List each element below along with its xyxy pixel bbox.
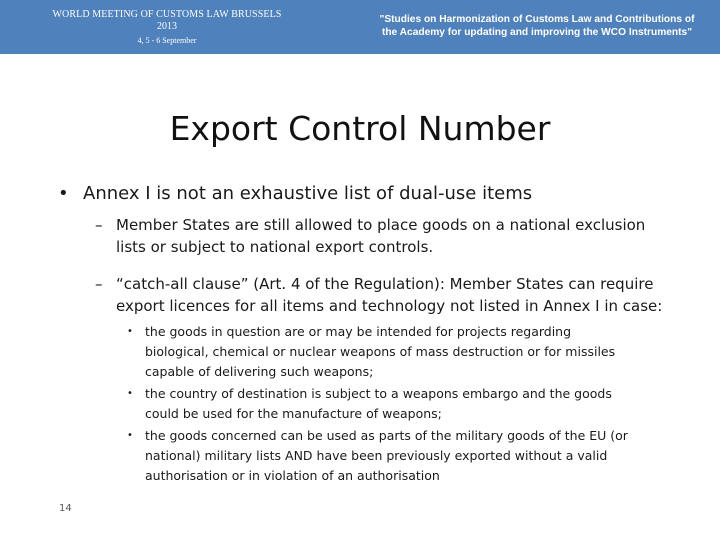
sub-bullet-text — [116, 214, 645, 258]
page-number: 14 — [59, 503, 72, 514]
dash-marker: – — [95, 216, 103, 234]
bullet-marker: • — [127, 388, 133, 399]
text-line: biological, chemical or nuclear weapons of mass destruction or for missiles — [145, 344, 616, 359]
bullet-marker: • — [127, 326, 133, 337]
study-title-line1: "Studies on Harmonization of Customs Law and Contributions of — [379, 14, 695, 25]
text-line: export licences for all items and technology not listed in Annex I in case: — [116, 297, 663, 315]
text-line: authorisation or in violation of an authorisation — [145, 468, 440, 483]
study-title — [362, 13, 712, 39]
text-line: lists or subject to national export controls. — [116, 238, 434, 256]
text-line: could be used for the manufacture of weapons; — [145, 406, 442, 421]
text-line: “catch-all clause” (Art. 4 of the Regulation): Member States can require — [116, 275, 654, 293]
case-item-text — [145, 426, 628, 486]
bullet-marker: • — [58, 183, 69, 204]
text-line: the goods concerned can be used as parts of the military goods of the EU (or — [145, 428, 628, 443]
bullet-main-text: Annex I is not an exhaustive list of dual-use items — [83, 183, 533, 204]
bullet-marker: • — [127, 430, 133, 441]
sub-bullet-text — [116, 273, 662, 317]
case-item-text — [145, 384, 612, 424]
text-line: the goods in question are or may be intended for projects regarding — [145, 324, 572, 339]
event-name-line1: WORLD MEETING OF CUSTOMS LAW BRUSSELS — [52, 9, 282, 20]
dash-marker: – — [95, 275, 103, 293]
text-line: capable of delivering such weapons; — [145, 364, 374, 379]
case-item-text — [145, 322, 615, 382]
slide-title: Export Control Number — [169, 109, 551, 148]
text-line: the country of destination is subject to a weapons embargo and the goods — [145, 386, 612, 401]
event-name-line2: 2013 — [157, 21, 177, 32]
study-title-line2: the Academy for updating and improving the WCO Instruments" — [381, 27, 693, 38]
header-band — [0, 0, 720, 54]
text-line: national) military lists AND have been previously exported without a valid — [145, 448, 608, 463]
event-dates: 4, 5 - 6 September — [137, 36, 197, 45]
event-info — [0, 9, 334, 48]
text-line: Member States are still allowed to place goods on a national exclusion — [116, 216, 646, 234]
